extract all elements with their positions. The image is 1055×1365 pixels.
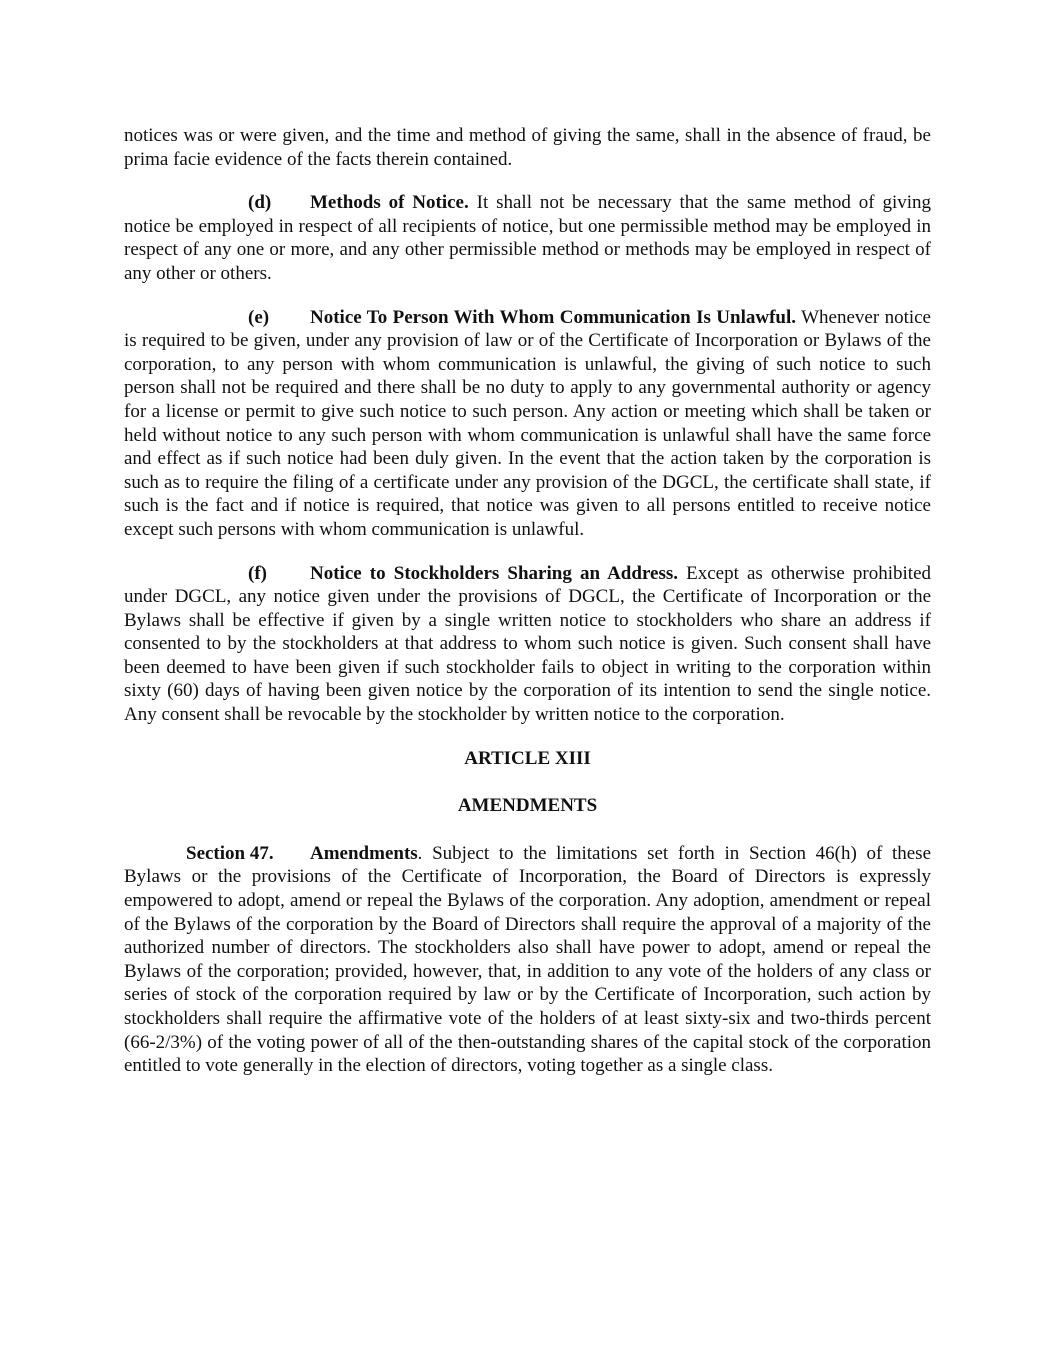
section-e-paragraph bbox=[124, 306, 931, 542]
section-d-title: Methods of Notice. bbox=[310, 192, 469, 214]
section-d-paragraph bbox=[124, 191, 931, 285]
section-f-paragraph bbox=[124, 562, 931, 727]
article-title: AMENDMENTS bbox=[457, 795, 598, 817]
section-e-text: Whenever notice is required to be given, under any provision of law or of the Certificate of Incorporation or Bylaws of the corporation, to any person with whom communication is unlawful, the giving of such notice to such person shall not be required and there shall be no duty to apply to any governmental authority or agency for a license or permit to give such notice to such person. Any action or meeting which shall be taken or held without notice to any such person with whom communication is unlawful shall have the same force and effect as if such notice had been duly given. In the event that the action taken by the corporation is such as to require the filing of a certificate under any provision of the DGCL, the certificate shall state, if such is the fact and if notice is required, that notice was given to all persons entitled to receive notice except such persons with whom communication is unlawful. bbox=[124, 306, 931, 540]
section-e-label: (e) bbox=[248, 306, 270, 328]
section-47-title-punct: . bbox=[417, 842, 423, 864]
section-f-title: Notice to Stockholders Sharing an Address. bbox=[310, 562, 678, 584]
section-d-text: It shall not be necessary that the same method of giving notice be employed in respect of all recipients of notice, but one permissible method may be employed in respect of any one or more, and any other permissible method or methods may be employed in respect of any other or others. bbox=[124, 192, 932, 284]
intro-text: notices was or were given, and the time and method of giving the same, shall in the absence of fraud, be prima facie evidence of the facts therein contained. bbox=[124, 125, 931, 170]
section-47-label: Section 47. bbox=[186, 842, 274, 864]
section-47-title: Amendments bbox=[310, 842, 418, 864]
section-d-label: (d) bbox=[248, 192, 272, 214]
document-page bbox=[124, 124, 931, 1098]
section-f-label: (f) bbox=[248, 562, 267, 584]
section-47-paragraph bbox=[124, 842, 931, 1078]
intro-paragraph bbox=[124, 124, 931, 171]
section-f-text: Except as otherwise prohibited under DGCL, any notice given under the provisions of DGCL, the Certificate of Incorporation or the Bylaws shall be effective if given by a single written notice to stockholders who share an address if consented to by the stockholders at that address to whom such notice is given. Such consent shall have been deemed to have been given if such stockholder fails to object in writing to the corporation within sixty (60) days of having been given notice by the corporation of its intention to send the single notice. Any consent shall be revocable by the stockholder by written notice to the corporation. bbox=[124, 562, 932, 726]
section-47-text: Subject to the limitations set forth in Section 46(h) of these Bylaws or the provisions of the Certificate of Incorporation, the Board of Directors is expressly empowered to adopt, amend or repeal the Bylaws of the corporation. Any adoption, amendment or repeal of the Bylaws of the corporation by the Board of Directors shall require the approval of a majority of the authorized number of directors. The stockholders also shall have power to adopt, amend or repeal the Bylaws of the corporation; provided, however, that, in addition to any vote of the holders of any class or series of stock of the corporation required by law or by the Certificate of Incorporation, such action by stockholders shall require the affirmative vote of the holders of at least sixty-six and two-thirds percent (66-2/3%) of the voting power of all of the then-outstanding shares of the capital stock of the corporation entitled to vote generally in the election of directors, voting together as a single class. bbox=[124, 842, 932, 1077]
article-number: ARTICLE XIII bbox=[464, 747, 591, 769]
section-e-title: Notice To Person With Whom Communication Is Unlawful. bbox=[310, 306, 797, 328]
